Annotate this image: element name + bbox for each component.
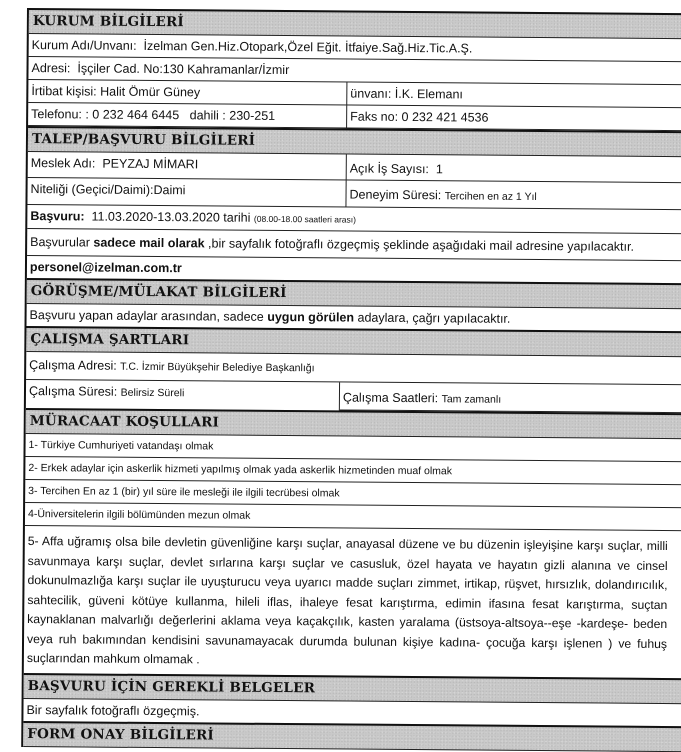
dahili-label: dahili : [189, 108, 226, 123]
muracaat-item: 4-Üniversitelerin ilgili bölümünden mezun olmak [25, 503, 681, 531]
section-header-form-onay: FORM ONAY BİLGİLERİ [23, 720, 681, 751]
section-header-muracaat: MÜRACAAT KOŞULLARI [26, 408, 681, 439]
deneyim-label: Deneyim Süresi: [349, 187, 442, 203]
meslek-label: Meslek Adı: [30, 156, 96, 171]
dahili-value: 230-251 [229, 108, 276, 123]
section-header-belgeler: BAŞVURU İÇİN GEREKLİ BELGELER [24, 672, 681, 703]
gorusme-bold: uygun görülen [267, 309, 355, 325]
email-link[interactable]: personel@izelman.com.tr [29, 260, 182, 276]
job-posting-form [21, 8, 681, 752]
section-header-talep: TALEP/BAŞVURU BİLGİLERİ [28, 126, 681, 157]
acik-is-value: 1 [435, 162, 443, 177]
calisma-adres-value: T.C. İzmir Büyükşehir Belediye Başkanlığı [120, 360, 315, 375]
unvan-label: ünvanı: [350, 86, 392, 101]
row-belgeler: Bir sayfalık fotoğraflı özgeçmiş. [26, 702, 200, 718]
calisma-saat-value: Tam zamanlı [441, 393, 502, 406]
basvurular-prefix: Başvurular [30, 235, 90, 250]
gorusme-prefix: Başvuru yapan adaylar arasından, sadece [29, 308, 264, 324]
meslek-value: PEYZAJ MİMARI [102, 156, 199, 172]
basvurular-bold: sadece mail olarak [93, 235, 205, 251]
faks-value: 0 232 421 4536 [401, 109, 489, 125]
calisma-adres-label: Çalışma Adresi: [29, 358, 117, 373]
nitelik-value: Daimi [153, 182, 186, 198]
section-header-gorusme: GÖRÜŞME/MÜLAKAT BİLGİLERİ [27, 278, 681, 309]
basvuru-hours: (08.00-18.00 saatleri arası) [253, 213, 357, 225]
muracaat-item: 1- Türkiye Cumhuriyeti vatandaşı olmak [25, 434, 681, 462]
muracaat-item-long: 5- Affa uğramış olsa bile devletin güvenliğine karşı suçlar, anayasal düzene ve bu düzenin işleyişine karşı suçlar, milli savunmaya karşı suçlar, devlet sırlarına karşı suçlar ve casusluk, özel hayata ve hayatın gizli alanına ve cinsel dokunulmazlığa karşı suçlar ile uyuşturucu veya uyarıcı madde suçları zimmet, irtikap, rüşvet, hırsızlık, dolandırıcılık, sahtecilik, güveni kötüye kullanma, hileli iflas, ihaleye fesat karıştırma, edimin ifasına fesat karıştırma, suçtan kaynaklanan malvarlığı değerlerini aklama veya kaçakçılık, kasten yaralama (üstsoya-altsoya--eşe -kardeşe- beden veya ruh bakımından kendisini savunamayacak durumda bulunan kişiye kadına- çocuğa karşı işlenen ) ve fuhuş suçlarından mahkum olmamak . [26, 534, 668, 667]
calisma-sure-label: Çalışma Süresi: [28, 384, 118, 399]
deneyim-value: Tercihen en az 1 Yıl [444, 190, 537, 204]
basvurular-suffix: ,bir sayfalık fotoğraflı özgeçmiş şeklinde aşağıdaki mail adresine yapılacaktır. [208, 236, 635, 254]
section-header-calisma: ÇALIŞMA ŞARTLARI [26, 326, 681, 357]
calisma-sure-value: Belirsiz Süreli [120, 386, 185, 400]
row-calisma-sure [26, 380, 681, 413]
adres-value: İşçiler Cad. No:130 Kahramanlar/İzmir [77, 61, 290, 78]
acik-is-label: Açık İş Sayısı: [349, 161, 429, 177]
muracaat-item: 2- Erkek adaylar için askerlik hizmeti yapılmış olmak yada askerlik hizmetinden muaf olmak [25, 457, 681, 485]
telefon-label: Telefonu: : [31, 107, 89, 122]
adres-label: Adresi: [31, 61, 71, 76]
calisma-saat-label: Çalışma Saatleri: [342, 390, 439, 406]
telefon-value: 0 232 464 6445 [92, 107, 180, 123]
gorusme-suffix: adaylara, çağrı yapılacaktır. [357, 310, 511, 326]
irtibat-label: İrtibat kişisi: [31, 84, 97, 99]
kurum-adi-value: İzelman Gen.Hiz.Otopark,Özel Eğit. İtfaiye.Sağ.Hiz.Tic.A.Ş. [143, 38, 473, 56]
faks-label: Faks no: [350, 109, 399, 124]
unvan-value: İ.K. Elemanı [394, 86, 463, 102]
section-header-kurum: KURUM BİLGİLERİ [29, 8, 681, 39]
irtibat-value: Halit Ömür Güney [100, 84, 201, 100]
nitelik-label: Niteliği (Geçici/Daimi): [30, 182, 154, 197]
basvuru-dates: 11.03.2020-13.03.2020 tarihi [91, 209, 251, 225]
kurum-adi-label: Kurum Adı/Unvanı: [31, 38, 137, 53]
basvuru-label: Başvuru: [30, 209, 85, 224]
muracaat-item: 3- Tercihen En az 1 (bir) yıl süre ile mesleği ile ilgili tecrübesi olmak [25, 480, 681, 508]
